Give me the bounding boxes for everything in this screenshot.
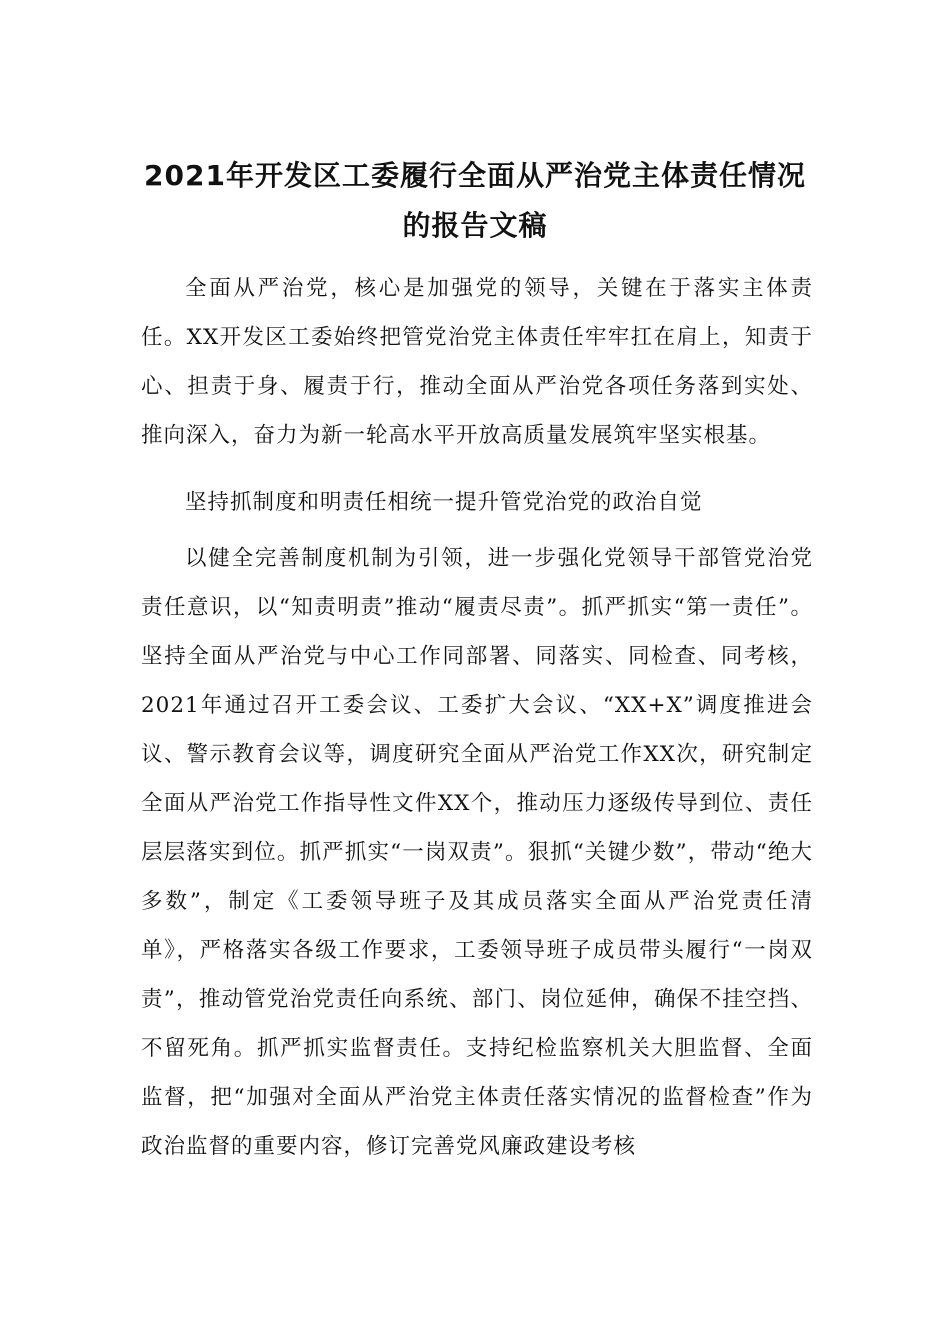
document-title-line-1: 2021年开发区工委履行全面从严治党主体责任情况 (144, 159, 806, 192)
intro-paragraph: 全面从严治党，核心是加强党的领导，关键在于落实主体责任。XX开发区工委始终把管党治党主体责任牢牢扛在肩上，知责于心、担责于身、履责于行，推动全面从严治党各项任务落到实处、推向深入，奋力为新一轮高水平开放高质量发展筑牢坚实根基。 (141, 276, 813, 448)
section-heading: 坚持抓制度和明责任相统一提升管党治党的政治自觉 (185, 490, 703, 515)
body-paragraph: 以健全完善制度机制为引领，进一步强化党领导干部管党治党责任意识，以“知责明责”推动“履责尽责”。抓严抓实“第一责任”。坚持全面从严治党与中心工作同部署、同落实、同检查、同考核，2021年通过召开工委会议、工委扩大会议、“XX+X”调度推进会议、警示教育会议等，调度研究全面从严治党工作XX次，研究制定全面从严治党工作指导性文件XX个，推动压力逐级传导到位、责任层层落实到位。抓严抓实“一岗双责”。狠抓“关键少数”，带动“绝大多数”，制定《工委领导班子及其成员落实全面从严治党责任清单》，严格落实各级工作要求，工委领导班子成员带头履行“一岗双责”，推动管党治党责任向系统、部门、岗位延伸，确保不挂空挡、不留死角。抓严抓实监督责任。支持纪检监察机关大胆监督、全面监督，把“加强对全面从严治党主体责任落实情况的监督检查”作为政治监督的重要内容，修订完善党风廉政建设考核 (141, 546, 813, 1159)
document-title-line-2: 的报告文稿 (402, 209, 548, 242)
